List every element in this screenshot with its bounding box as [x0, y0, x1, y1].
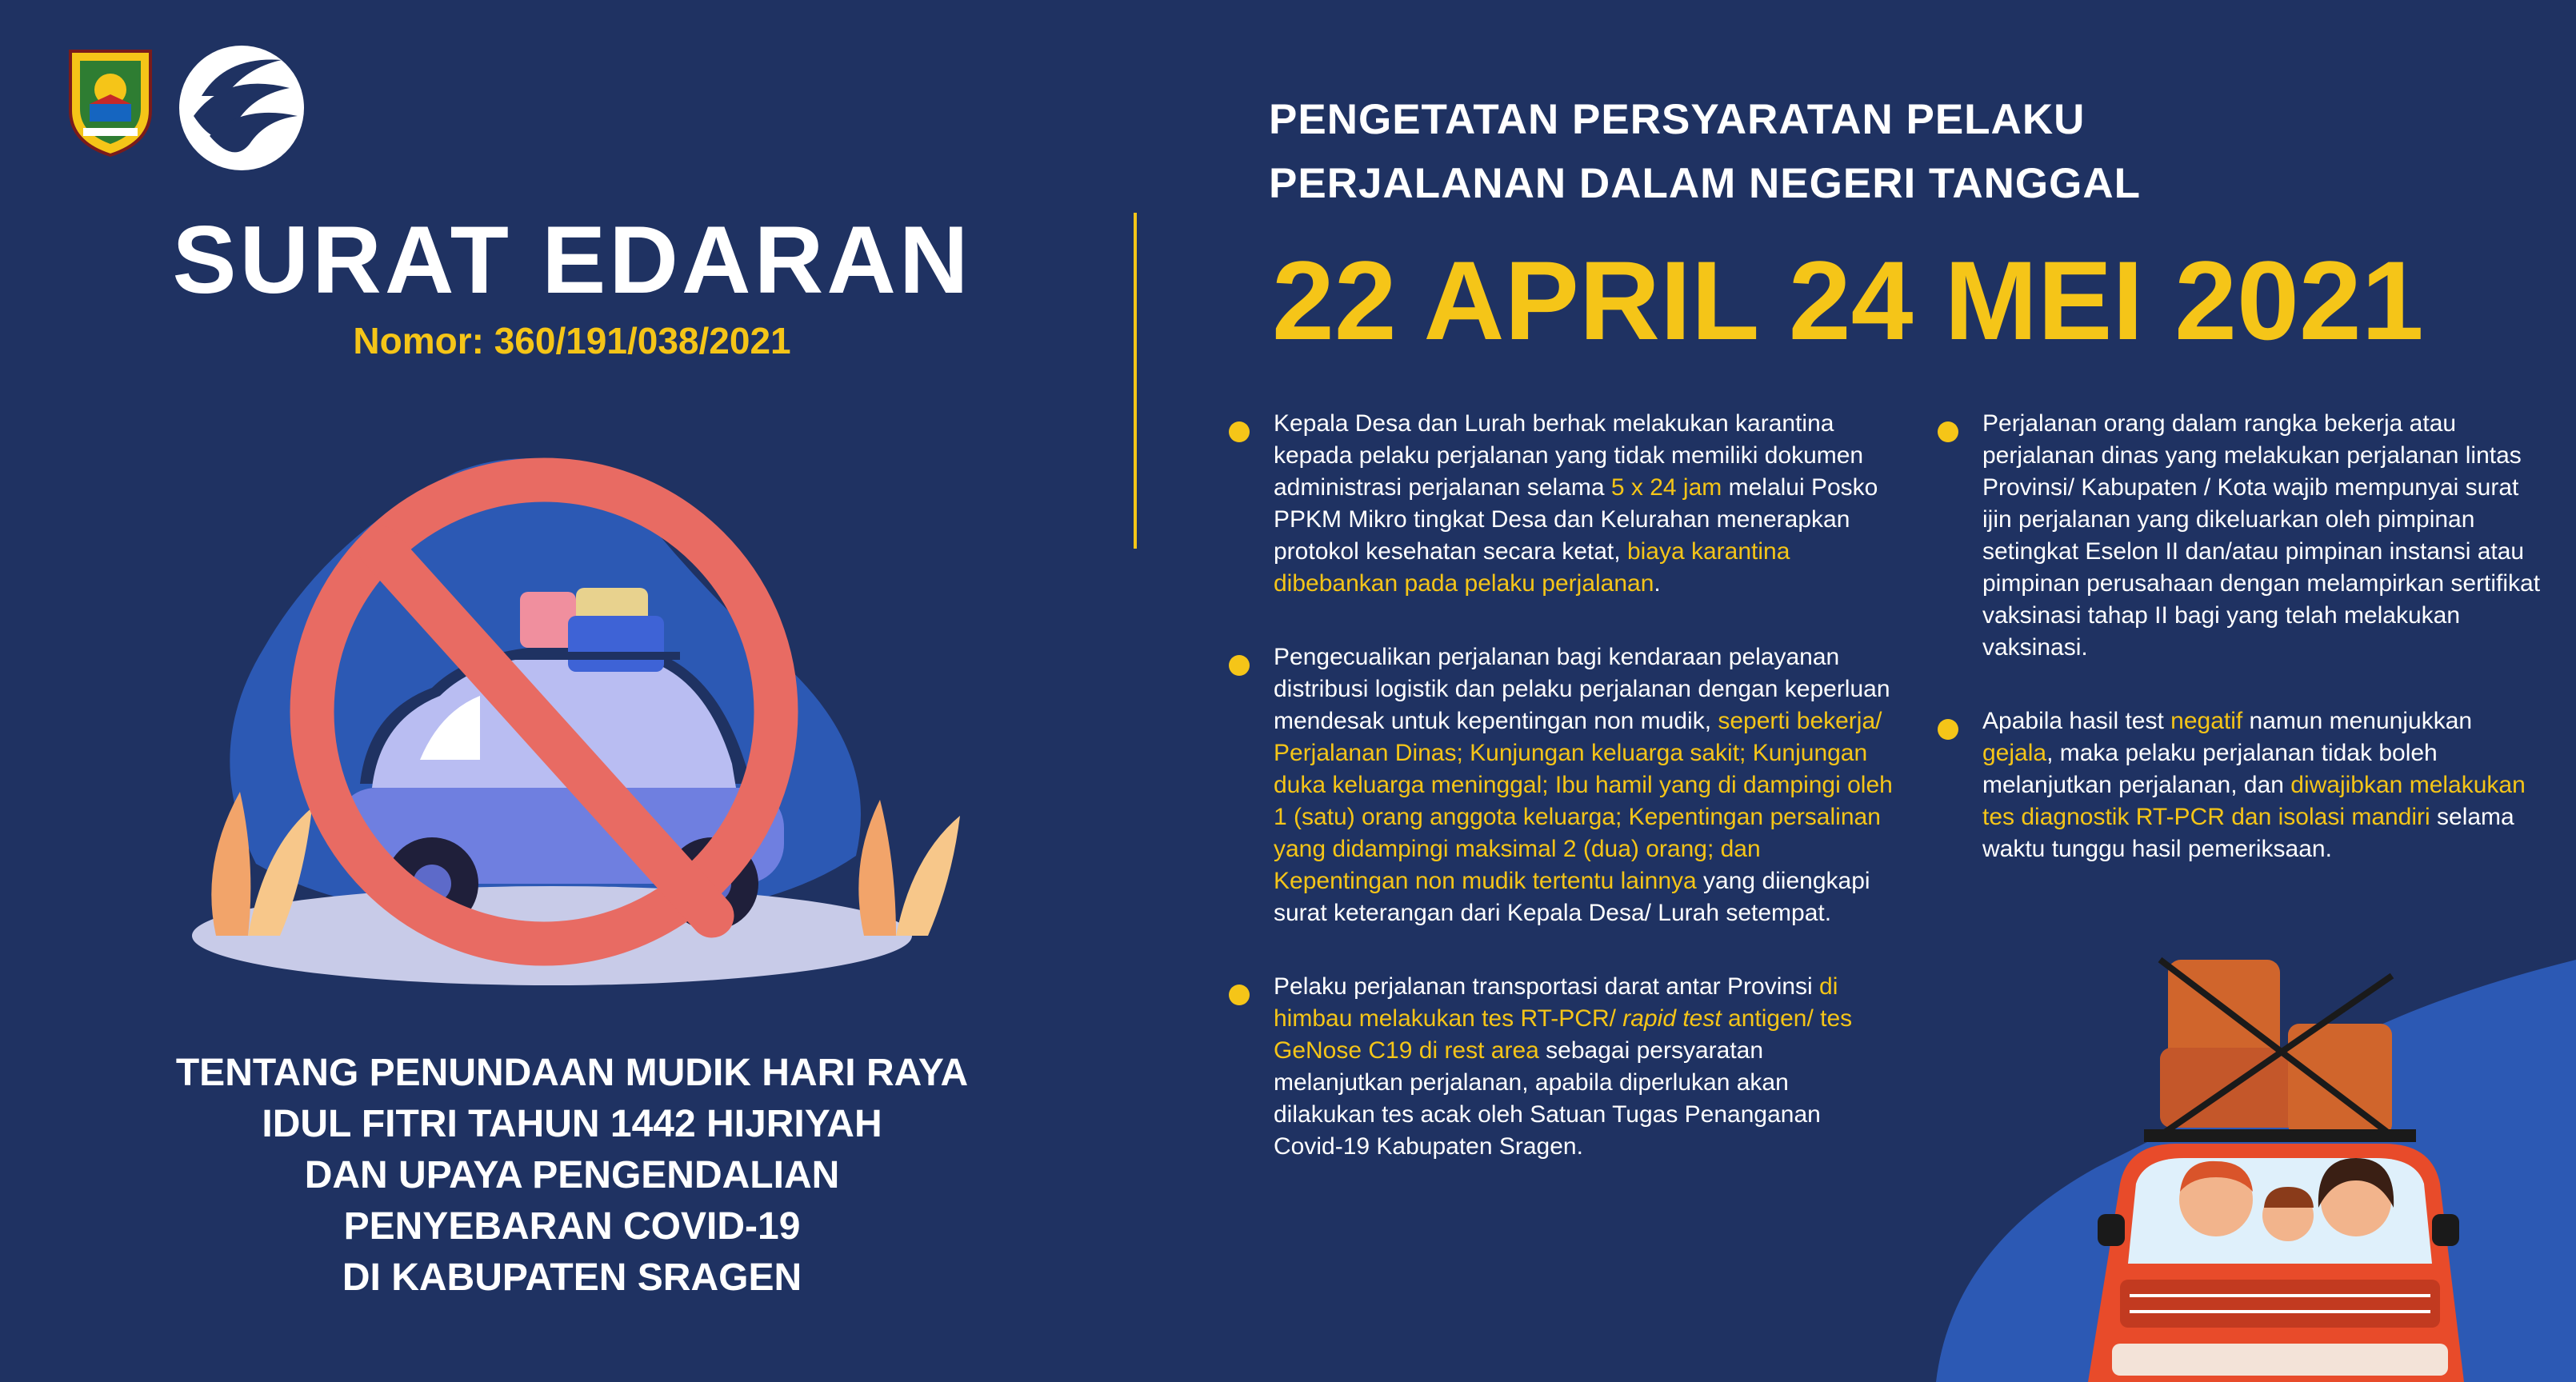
date-range: 22 APRIL 24 MEI 2021 — [1272, 238, 2424, 363]
vertical-divider — [1134, 213, 1137, 549]
item-text: melalui Posko PPKM Mikro tingkat Desa dan Kelurahan menerapkan protokol kesehatan secara ketat, — [1274, 474, 1878, 565]
list-item — [1224, 971, 1896, 1163]
item-highlight: rapid test — [1622, 1005, 1722, 1032]
item-highlight: diwajibkan melakukan tes diagnostik RT-PCR dan isolasi mandiri — [1982, 772, 2526, 830]
item-text: Pengecualikan perjalanan bagi kendaraan pelayanan distribusi logistik dan pelaku perjalanan dengan keperluan mendesak untuk kepentingan non mudik, — [1274, 644, 1890, 734]
subject-text — [64, 1048, 1080, 1304]
surat-edaran-title: SURAT EDARAN — [172, 206, 972, 314]
item-highlight: seperti bekerja/ Perjalanan Dinas; Kunjungan keluarga sakit; Kunjungan duka keluarga meninggal; Ibu hamil yang di dampingi oleh 1 (satu) orang anggota keluarga; Kepentingan persalinan yang didampingi maksimal 2 (dua) orang; dan Kepentingan non mudik tertentu lainnya — [1274, 708, 1893, 894]
right-heading — [1269, 88, 2141, 216]
heading-line-2: PERJALANAN DALAM NEGERI TANGGAL — [1269, 160, 2142, 207]
item-text: Kepala Desa dan Lurah berhak melakukan karantina kepada pelaku perjalanan yang tidak memiliki dokumen administrasi perjalanan selama — [1274, 410, 1864, 501]
item-text: . — [1654, 570, 1661, 597]
kabupaten-sragen-seal-icon — [67, 48, 154, 158]
list-item — [1224, 408, 1896, 600]
subject-line: TENTANG PENUNDAAN MUDIK HARI RAYA — [175, 1052, 969, 1094]
item-text: , maka pelaku perjalanan tidak boleh melanjutkan perjalanan, dan — [1982, 740, 2438, 798]
subject-line: PENYEBARAN COVID-19 — [343, 1205, 801, 1248]
item-highlight: 5 x 24 jam — [1610, 474, 1722, 501]
requirements-column-1 — [1224, 408, 1896, 1204]
subject-line: IDUL FITRI TAHUN 1442 HIJRIYAH — [262, 1103, 882, 1145]
item-text: namun menunjukkan — [2242, 708, 2473, 734]
item-text: yang diiengkapi surat keterangan dari Kepala Desa/ Lurah setempat. — [1274, 868, 1870, 926]
item-highlight: biaya karantina dibebankan pada pelaku perjalanan — [1274, 538, 1790, 597]
item-highlight: gejala — [1982, 740, 2047, 766]
item-highlight: di himbau melakukan tes RT-PCR/ — [1274, 973, 1838, 1032]
requirements-column-2 — [1933, 408, 2541, 907]
item-text: selama waktu tunggu hasil pemeriksaan. — [1982, 804, 2514, 862]
list-item — [1933, 705, 2541, 865]
item-text: Perjalanan orang dalam rangka bekerja atau perjalanan dinas yang melakukan perjalanan lintas Provinsi/ Kabupaten / Kota wajib mempunyai surat ijin perjalanan yang dikeluarkan oleh pimpinan setingkat Eselon II dan/atau pimpinan instansi atau pimpinan perusahaan dengan melampirkan sertifikat vaksinasi tahap II bagi yang telah melakukan vaksinasi. — [1982, 410, 2541, 661]
subject-line: DAN UPAYA PENGENDALIAN — [304, 1154, 840, 1196]
list-item — [1224, 641, 1896, 929]
heading-line-1: PENGETATAN PERSYARATAN PELAKU — [1269, 96, 2086, 143]
item-highlight: antigen/ tes GeNose C19 di rest area — [1274, 1005, 1853, 1064]
no-travel-car-illustration-icon — [192, 448, 976, 992]
item-text: Pelaku perjalanan transportasi darat antar Provinsi — [1274, 973, 1820, 1000]
nomor-surat: Nomor: 360/191/038/2021 — [353, 320, 791, 361]
list-item — [1933, 408, 2541, 664]
kominfo-logo-icon — [178, 40, 306, 176]
bullet-dot-icon — [1229, 655, 1250, 676]
bullet-dot-icon — [1938, 719, 1958, 740]
bullet-dot-icon — [1229, 985, 1250, 1005]
item-text: sebagai persyaratan melanjutkan perjalanan, apabila diperlukan akan dilakukan tes acak oleh Satuan Tugas Penanganan Covid-19 Kabupaten Sragen. — [1274, 1037, 1821, 1160]
item-text: Apabila hasil test — [1982, 708, 2171, 734]
subject-line: DI KABUPATEN SRAGEN — [342, 1256, 802, 1299]
item-highlight: negatif — [2170, 708, 2243, 734]
bullet-dot-icon — [1938, 421, 1958, 442]
family-car-illustration-icon — [1920, 944, 2576, 1382]
bullet-dot-icon — [1229, 421, 1250, 442]
